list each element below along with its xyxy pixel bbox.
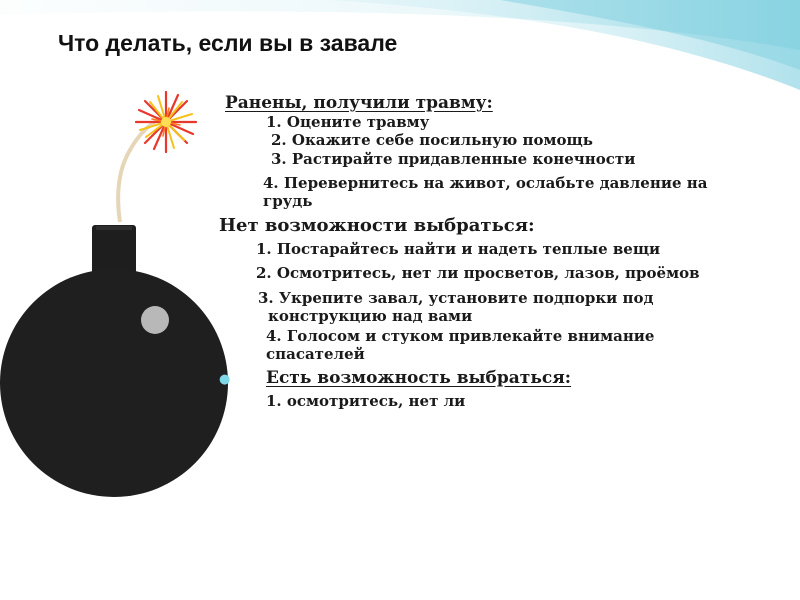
list-item: 3. Растирайте придавленные конечности — [271, 150, 636, 168]
bullet-icon: ● — [219, 372, 231, 387]
list-item: 4. Голосом и стуком привлекайте внимание — [266, 327, 655, 345]
list-item: 2. Осмотритесь, нет ли просветов, лазов, проёмов — [256, 264, 700, 282]
section-heading-injured: Ранены, получили травму: — [225, 93, 493, 113]
section-heading-no-exit: Нет возможности выбраться: — [219, 215, 535, 236]
list-item: 4. Перевернитесь на живот, ослабьте давление на — [263, 174, 708, 192]
list-item-continuation: конструкцию над вами — [268, 307, 473, 325]
list-item: 1. осмотритесь, нет ли — [266, 392, 466, 410]
list-item: 3. Укрепите завал, установите подпорки под — [258, 289, 654, 307]
list-item: 2. Окажите себе посильную помощь — [271, 131, 593, 149]
list-item-continuation: спасателей — [266, 345, 365, 363]
page-title: Что делать, если вы в завале — [58, 30, 398, 56]
list-item: 1. Постарайтесь найти и надеть теплые вещи — [256, 240, 661, 258]
list-item-continuation: грудь — [263, 192, 313, 210]
section-heading-exit-possible: Есть возможность выбраться: — [266, 368, 572, 388]
list-item: 1. Оцените травму — [266, 113, 430, 131]
